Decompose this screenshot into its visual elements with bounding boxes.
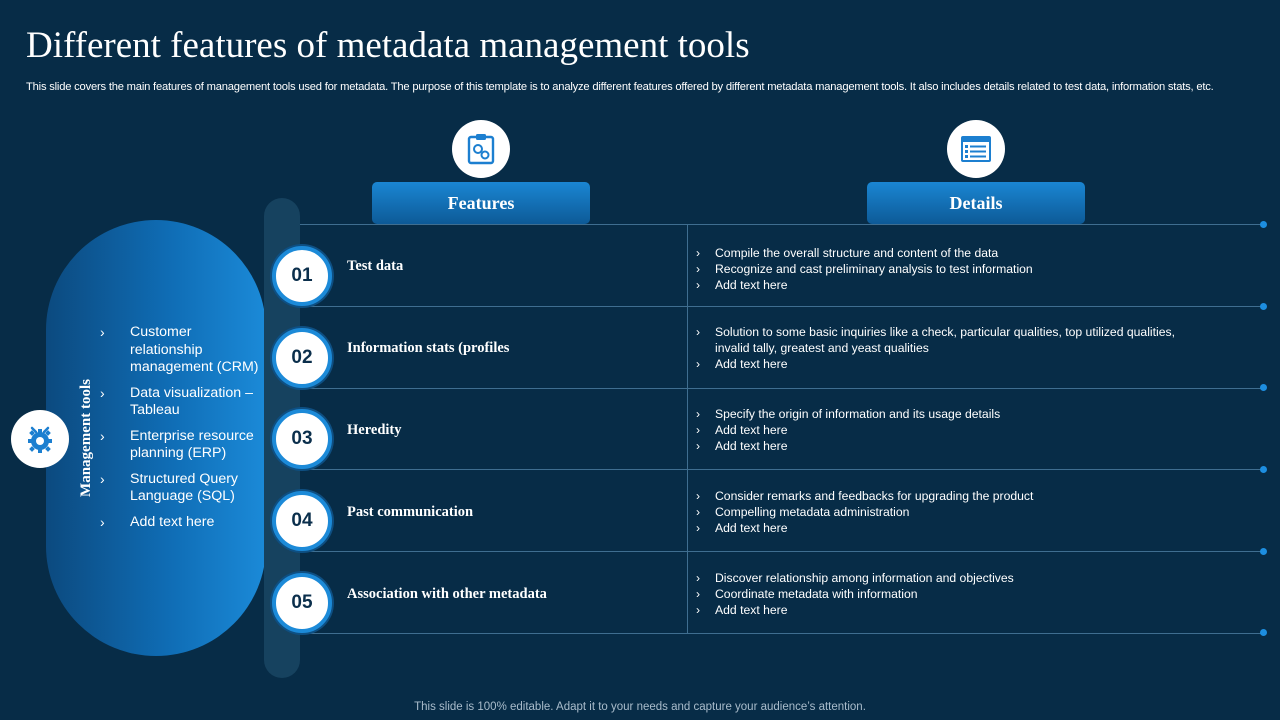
detail-item: › Recognize and cast preliminary analysis to test information (696, 261, 1186, 277)
features-header: Features (372, 182, 590, 224)
feature-details (696, 570, 1186, 618)
detail-item: › Solution to some basic inquiries like a check, particular qualities, top utilized qualities, invalid tally, greatest and yeast qualities (696, 324, 1186, 356)
feature-name: Heredity (347, 422, 402, 438)
row-divider-dot (1260, 629, 1267, 636)
row-divider-dot (1260, 466, 1267, 473)
row-divider (300, 306, 1264, 307)
row-number-badge: 03 (272, 409, 332, 469)
row-divider-dot (1260, 384, 1267, 391)
checklist-window-icon (947, 120, 1005, 178)
page-subtitle: This slide covers the main features of management tools used for metadata. The purpose of this template is to analyze different features offered by different metadata management tools. It also includes details related to test data, information stats, etc. (26, 81, 1214, 93)
feature-name: Test data (347, 258, 404, 274)
row-divider (300, 388, 1264, 389)
detail-item: › Specify the origin of information and its usage details (696, 406, 1186, 422)
feature-name: Past communication (347, 504, 474, 520)
row-divider-dot (1260, 548, 1267, 555)
management-tools-list (100, 324, 260, 539)
detail-item: › Add text here (696, 520, 1186, 536)
detail-item: › Add text here (696, 277, 1186, 293)
detail-item: › Add text here (696, 422, 1186, 438)
row-number-badge: 01 (272, 246, 332, 306)
details-header: Details (867, 182, 1085, 224)
row-divider-dot (1260, 303, 1267, 310)
row-number-badge: 05 (272, 573, 332, 633)
footer-note: This slide is 100% editable. Adapt it to your needs and capture your audience’s attention. (414, 701, 866, 713)
column-divider (687, 224, 688, 634)
feature-name: Association with other metadata (347, 586, 547, 602)
tool-item: › Customer relationship management (CRM) (100, 324, 260, 377)
page-title: Different features of metadata management tools (26, 25, 750, 66)
tool-item: › Enterprise resource planning (ERP) (100, 428, 260, 463)
row-divider (300, 469, 1264, 470)
tool-item: › Structured Query Language (SQL) (100, 471, 260, 506)
row-divider (300, 224, 1264, 225)
detail-item: › Add text here (696, 438, 1186, 454)
feature-details (696, 324, 1186, 372)
detail-item: › Add text here (696, 602, 1186, 618)
detail-item: › Add text here (696, 356, 1186, 372)
row-number-badge: 04 (272, 491, 332, 551)
clipboard-gear-icon (452, 120, 510, 178)
feature-details (696, 488, 1186, 536)
row-number-badge: 02 (272, 328, 332, 388)
row-divider-dot (1260, 221, 1267, 228)
detail-item: › Coordinate metadata with information (696, 586, 1186, 602)
tool-item: › Add text here (100, 514, 260, 532)
tool-item: › Data visualization – Tableau (100, 385, 260, 420)
management-tools-label: Management tools (78, 379, 94, 497)
feature-name: Information stats (profiles (347, 340, 510, 356)
row-divider (300, 551, 1264, 552)
detail-item: › Discover relationship among information and objectives (696, 570, 1186, 586)
feature-details (696, 406, 1186, 454)
detail-item: › Compile the overall structure and content of the data (696, 245, 1186, 261)
gear-settings-icon (11, 410, 69, 468)
feature-details (696, 245, 1186, 293)
detail-item: › Compelling metadata administration (696, 504, 1186, 520)
detail-item: › Consider remarks and feedbacks for upgrading the product (696, 488, 1186, 504)
row-divider (300, 633, 1264, 634)
